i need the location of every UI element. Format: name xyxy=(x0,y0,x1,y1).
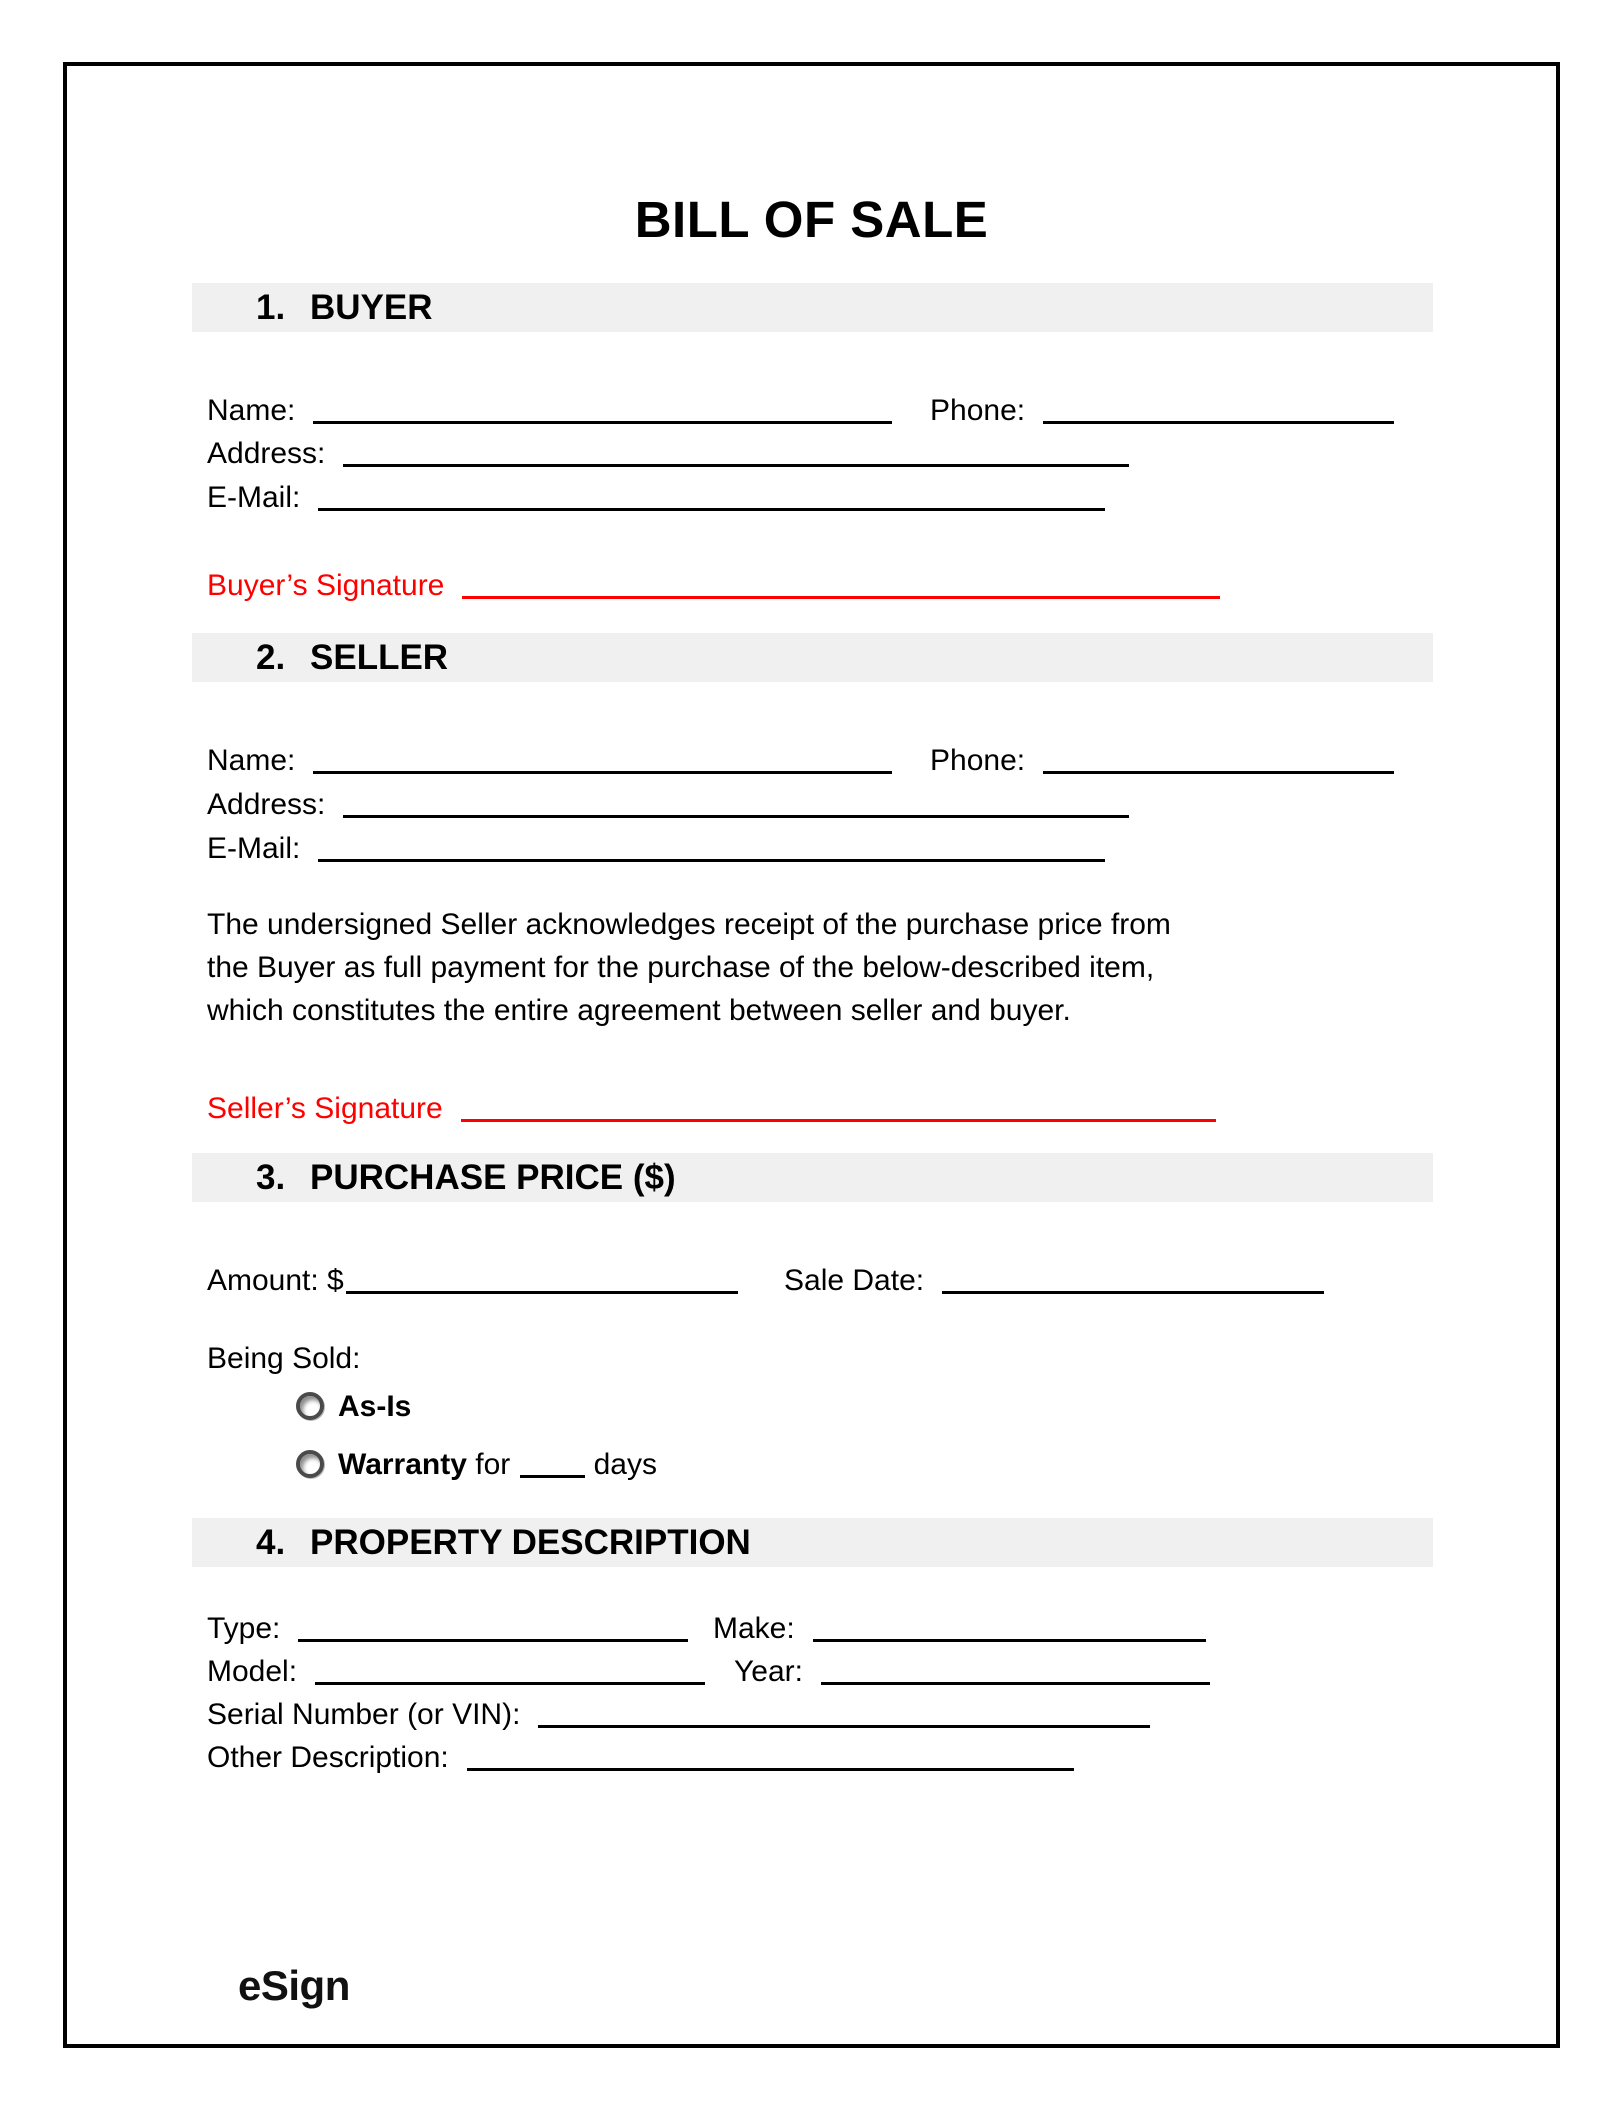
buyer-phone-label: Phone: xyxy=(930,394,1026,427)
buyer-email-row xyxy=(207,474,1105,516)
sale-date-line[interactable] xyxy=(942,1261,1324,1294)
esign-logo: eSign xyxy=(238,1962,350,2009)
section-number-buyer: 1. xyxy=(256,288,286,327)
seller-phone-line[interactable] xyxy=(1043,741,1394,774)
acknowledgment-line-1: The undersigned Seller acknowledges receipt of the purchase price from xyxy=(207,908,1171,941)
section-number-property: 4. xyxy=(256,1523,286,1562)
seller-name-line[interactable] xyxy=(313,741,892,774)
seller-email-label: E-Mail: xyxy=(207,832,301,865)
amount-label: Amount: $ xyxy=(207,1264,344,1297)
seller-acknowledgment-paragraph xyxy=(207,903,1171,1032)
seller-signature-line[interactable] xyxy=(461,1089,1216,1122)
section-header-property xyxy=(192,1518,1433,1567)
section-title-buyer: BUYER xyxy=(310,288,433,327)
seller-name-label: Name: xyxy=(207,744,296,777)
seller-name-row xyxy=(207,737,1026,779)
seller-signature-label: Seller’s Signature xyxy=(207,1092,443,1125)
buyer-address-label: Address: xyxy=(207,437,326,470)
as-is-label: As-Is xyxy=(338,1390,412,1423)
buyer-address-row xyxy=(207,430,1129,472)
seller-address-line[interactable] xyxy=(343,785,1129,818)
type-line[interactable] xyxy=(298,1609,688,1642)
year-label: Year: xyxy=(734,1655,803,1688)
model-line[interactable] xyxy=(315,1652,705,1685)
buyer-email-line[interactable] xyxy=(318,478,1105,511)
type-label: Type: xyxy=(207,1612,281,1645)
seller-signature-row xyxy=(207,1085,1216,1127)
warranty-for-text: for xyxy=(475,1448,511,1481)
buyer-address-line[interactable] xyxy=(343,434,1129,467)
seller-phone-label: Phone: xyxy=(930,744,1026,777)
being-sold-label: Being Sold: xyxy=(207,1342,361,1375)
warranty-days-line[interactable] xyxy=(520,1445,585,1478)
serial-label: Serial Number (or VIN): xyxy=(207,1698,521,1731)
buyer-name-label: Name: xyxy=(207,394,296,427)
other-description-line[interactable] xyxy=(467,1738,1074,1771)
other-description-row xyxy=(207,1734,1074,1776)
year-line[interactable] xyxy=(821,1652,1210,1685)
warranty-option-row xyxy=(296,1441,657,1483)
buyer-signature-line[interactable] xyxy=(462,566,1220,599)
as-is-option-row xyxy=(296,1388,411,1425)
other-description-label: Other Description: xyxy=(207,1741,449,1774)
amount-line[interactable] xyxy=(346,1261,738,1294)
acknowledgment-line-3: which constitutes the entire agreement between seller and buyer. xyxy=(207,994,1071,1027)
type-make-row xyxy=(207,1605,795,1647)
section-header-seller xyxy=(192,633,1433,682)
section-header-purchase-price xyxy=(192,1153,1433,1202)
model-label: Model: xyxy=(207,1655,298,1688)
warranty-days-text: days xyxy=(593,1448,657,1481)
page-title: BILL OF SALE xyxy=(634,191,989,248)
buyer-email-label: E-Mail: xyxy=(207,481,301,514)
section-header-buyer xyxy=(192,283,1433,332)
acknowledgment-line-2: the Buyer as full payment for the purchase of the below-described item, xyxy=(207,951,1155,984)
buyer-name-line[interactable] xyxy=(313,391,892,424)
serial-row xyxy=(207,1691,1150,1733)
section-number-purchase-price: 3. xyxy=(256,1158,286,1197)
make-line[interactable] xyxy=(813,1609,1206,1642)
section-title-property: PROPERTY DESCRIPTION xyxy=(310,1523,751,1562)
serial-line[interactable] xyxy=(538,1695,1150,1728)
buyer-phone-line[interactable] xyxy=(1043,391,1394,424)
section-title-purchase-price: PURCHASE PRICE ($) xyxy=(310,1158,676,1197)
seller-email-row xyxy=(207,825,1105,867)
section-title-seller: SELLER xyxy=(310,638,449,677)
seller-email-line[interactable] xyxy=(318,829,1105,862)
as-is-radio[interactable] xyxy=(296,1392,324,1420)
make-label: Make: xyxy=(713,1612,795,1645)
model-year-row xyxy=(207,1648,803,1690)
amount-row xyxy=(207,1257,925,1299)
seller-address-row xyxy=(207,781,1129,823)
buyer-name-row xyxy=(207,387,1026,429)
warranty-label: Warranty xyxy=(338,1448,467,1481)
section-number-seller: 2. xyxy=(256,638,286,677)
buyer-signature-row xyxy=(207,562,1220,604)
warranty-radio[interactable] xyxy=(296,1450,324,1478)
sale-date-label: Sale Date: xyxy=(784,1264,925,1297)
seller-address-label: Address: xyxy=(207,788,326,821)
buyer-signature-label: Buyer’s Signature xyxy=(207,569,445,602)
being-sold-row xyxy=(207,1340,360,1377)
